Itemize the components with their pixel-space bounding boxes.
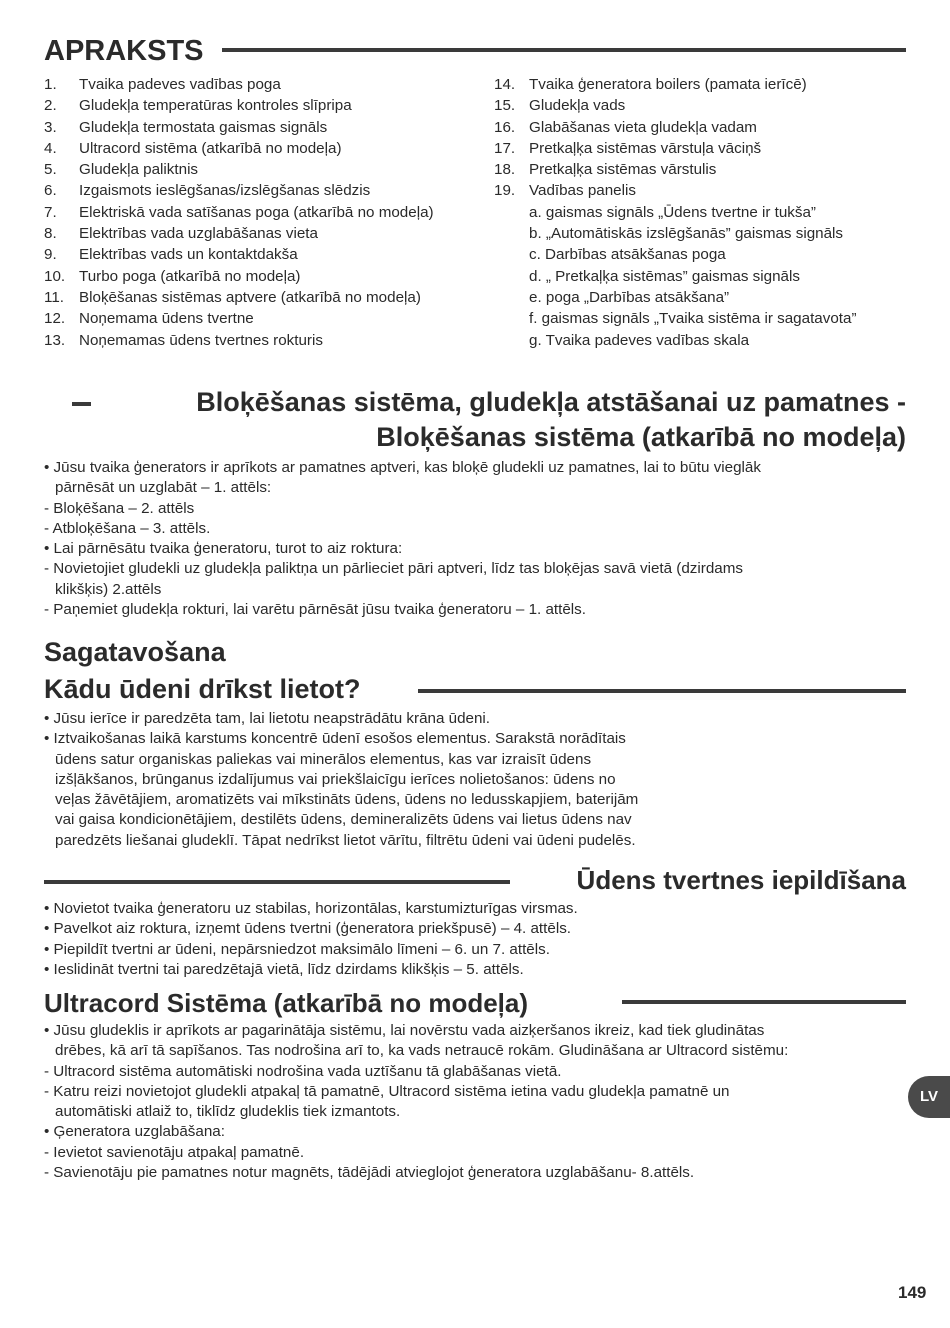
panel-sub-item: f. gaismas signāls „Tvaika sistēma ir sagatavota” bbox=[529, 310, 857, 328]
section-title-fill-tank: Ūdens tvertnes iepildīšana bbox=[576, 865, 906, 895]
panel-sub-item: c. Darbības atsākšanas poga bbox=[529, 246, 726, 264]
panel-sub-item: g. Tvaika padeves vadības skala bbox=[529, 331, 750, 349]
section-title-lock-line2: Bloķēšanas sistēma (atkarībā no modeļa) bbox=[376, 422, 906, 452]
section-title-apraksts: APRAKSTS bbox=[44, 35, 204, 67]
text-line: • Iztvaikošanas laikā karstums koncentrē ūdenī esošos elementus. Sarakstā norādītais bbox=[44, 730, 626, 748]
lock-paragraph bbox=[44, 458, 906, 620]
list-item: 18. Pretkaļķa sistēmas vārstulis bbox=[494, 161, 717, 179]
list-item: 14. Tvaika ģeneratora boilers (pamata ierīcē) bbox=[494, 76, 807, 93]
list-item: 3. Gludekļa termostata gaismas signāls bbox=[44, 118, 328, 136]
panel-sub-item: d. „ Pretkaļķa sistēmas” gaismas signāls bbox=[529, 267, 800, 285]
list-item: 17. Pretkaļķa sistēmas vārstuļa vāciņš bbox=[494, 139, 762, 157]
language-tab: LV bbox=[908, 1076, 950, 1118]
text-line: - Katru reizi novietojot gludekli atpakaļ tā pamatnē, Ultracord sistēma ietina vadu gludekļa pamatnē un bbox=[44, 1082, 730, 1100]
heading-rule bbox=[622, 1000, 906, 1004]
list-item: 4. Ultracord sistēma (atkarībā no modeļa) bbox=[44, 139, 342, 157]
heading-rule bbox=[72, 402, 91, 406]
text-line: paredzēts liešanai gludeklī. Tāpat nedrīkst lietot vārītu, filtrētu ūdeni vai ūdeni pudelēs. bbox=[55, 831, 636, 849]
text-line: klikšķis) 2.attēls bbox=[55, 580, 162, 598]
heading-rule bbox=[418, 689, 906, 693]
text-line: ūdens satur organiskas paliekas vai minerālos elementus, kas var izraisīt ūdens bbox=[55, 750, 592, 768]
list-item: 12. Noņemama ūdens tvertne bbox=[44, 310, 254, 328]
subsection-title-water: Kādu ūdeni drīkst lietot? bbox=[44, 674, 361, 704]
text-line: - Novietojiet gludekli uz gludekļa paliktņa un pārlieciet pāri aptveri, līdz tas bloķējas savā vietā (dzirdams bbox=[44, 560, 743, 578]
list-item: 13. Noņemamas ūdens tvertnes rokturis bbox=[44, 331, 323, 349]
text-line: • Jūsu gludeklis ir aprīkots ar pagarinātāja sistēmu, lai novērstu vada aizķeršanos ikreiz, kad tiek gludinātas bbox=[44, 1022, 765, 1039]
text-line: • Ieslidināt tvertni tai paredzētajā vietā, līdz dzirdams klikšķis – 5. attēls. bbox=[44, 960, 524, 978]
panel-sub-item: e. poga „Darbības atsākšana” bbox=[529, 288, 730, 306]
section-title-preparation: Sagatavošana bbox=[44, 637, 226, 667]
heading-rule bbox=[222, 48, 906, 52]
list-item: 1. Tvaika padeves vadības poga bbox=[44, 76, 281, 93]
text-line: - Atbloķēšana – 3. attēls. bbox=[44, 519, 211, 537]
text-line: • Jūsu tvaika ģenerators ir aprīkots ar pamatnes aptveri, kas bloķē gludekli uz pamatnes, lai to būtu vieglāk bbox=[44, 459, 761, 476]
list-item: 19. Vadības panelis bbox=[494, 182, 636, 200]
text-line: izšļākšanos, brūnganus izdalījumus vai priekšlaicīgu ierīces nolietošanos: ūdens no bbox=[55, 770, 616, 788]
text-line: automātiski atlaiž to, tiklīdz gludeklis tiek izmantots. bbox=[55, 1103, 401, 1121]
list-item: 8. Elektrības vada uzglabāšanas vieta bbox=[44, 225, 318, 243]
text-line: vai gaisa kondicionētājiem, destilēts ūdens, demineralizēts ūdens vai lietus ūdens nav bbox=[55, 811, 632, 829]
heading-rule bbox=[44, 880, 510, 884]
section-title-lock-line1: Bloķēšanas sistēma, gludekļa atstāšanai uz pamatnes - bbox=[196, 387, 906, 417]
fill-paragraph bbox=[44, 899, 906, 980]
list-item: 11. Bloķēšanas sistēmas aptvere (atkarībā no modeļa) bbox=[44, 288, 421, 306]
list-item: 7. Elektriskā vada satīšanas poga (atkarībā no modeļa) bbox=[44, 203, 434, 221]
text-line: veļas žāvētājiem, aromatizēts vai mīkstināts ūdens, ūdens no ledusskapjiem, baterijām bbox=[55, 791, 639, 809]
text-line: - Bloķēšana – 2. attēls bbox=[44, 499, 195, 517]
text-line: pārnēsāt un uzglabāt – 1. attēls: bbox=[55, 479, 272, 497]
list-item: 6. Izgaismots ieslēgšanas/izslēgšanas slēdzis bbox=[44, 182, 371, 200]
text-line: - Paņemiet gludekļa rokturi, lai varētu pārnēsāt jūsu tvaika ģeneratoru – 1. attēls. bbox=[44, 601, 586, 619]
text-line: • Pavelkot aiz roktura, izņemt ūdens tvertni (ģeneratora priekšpusē) – 4. attēls. bbox=[44, 920, 572, 938]
list-item: 2. Gludekļa temperatūras kontroles slīpripa bbox=[44, 97, 352, 115]
text-line: - Savienotāju pie pamatnes notur magnēts, tādējādi atvieglojot ģeneratora uzglabāšanu- 8.attēls. bbox=[44, 1164, 695, 1182]
list-item: 15. Gludekļa vads bbox=[494, 97, 626, 115]
water-paragraph bbox=[44, 709, 744, 851]
ultracord-paragraph bbox=[44, 1021, 906, 1183]
list-item: 16. Glabāšanas vieta gludekļa vadam bbox=[494, 118, 757, 136]
text-line: • Lai pārnēsātu tvaika ģeneratoru, turot to aiz roktura: bbox=[44, 540, 403, 558]
text-line: • Novietot tvaika ģeneratoru uz stabilas, horizontālas, karstumizturīgas virsmas. bbox=[44, 900, 578, 917]
panel-sub-item: b. „Automātiskās izslēgšanās” gaismas signāls bbox=[529, 225, 844, 243]
text-line: drēbes, kā arī tā sapīšanos. Tas nodrošina arī to, ka vads netraucē rokām. Gludināšana ar Ultracord sistēmu: bbox=[55, 1042, 789, 1060]
text-line: • Ģeneratora uzglabāšana: bbox=[44, 1123, 225, 1141]
text-line: - Ievietot savienotāju atpakaļ pamatnē. bbox=[44, 1143, 305, 1161]
list-item: 5. Gludekļa paliktnis bbox=[44, 161, 199, 179]
text-line: • Piepildīt tvertni ar ūdeni, nepārsniedzot maksimālo līmeni – 6. un 7. attēls. bbox=[44, 940, 550, 958]
list-item: 9. Elektrības vads un kontaktdakša bbox=[44, 246, 298, 264]
page-number: 149 bbox=[898, 1283, 927, 1302]
list-item: 10. Turbo poga (atkarībā no modeļa) bbox=[44, 267, 301, 285]
text-line: • Jūsu ierīce ir paredzēta tam, lai lietotu neapstrādātu krāna ūdeni. bbox=[44, 710, 491, 727]
parts-list-left bbox=[44, 74, 484, 351]
section-title-ultracord: Ultracord Sistēma (atkarībā no modeļa) bbox=[44, 988, 529, 1018]
text-line: - Ultracord sistēma automātiski nodrošina vada uztīšanu tā glabāšanas vietā. bbox=[44, 1062, 562, 1080]
panel-sub-item: a. gaismas signāls „Ūdens tvertne ir tukša” bbox=[529, 203, 816, 221]
parts-list-right bbox=[494, 74, 906, 351]
